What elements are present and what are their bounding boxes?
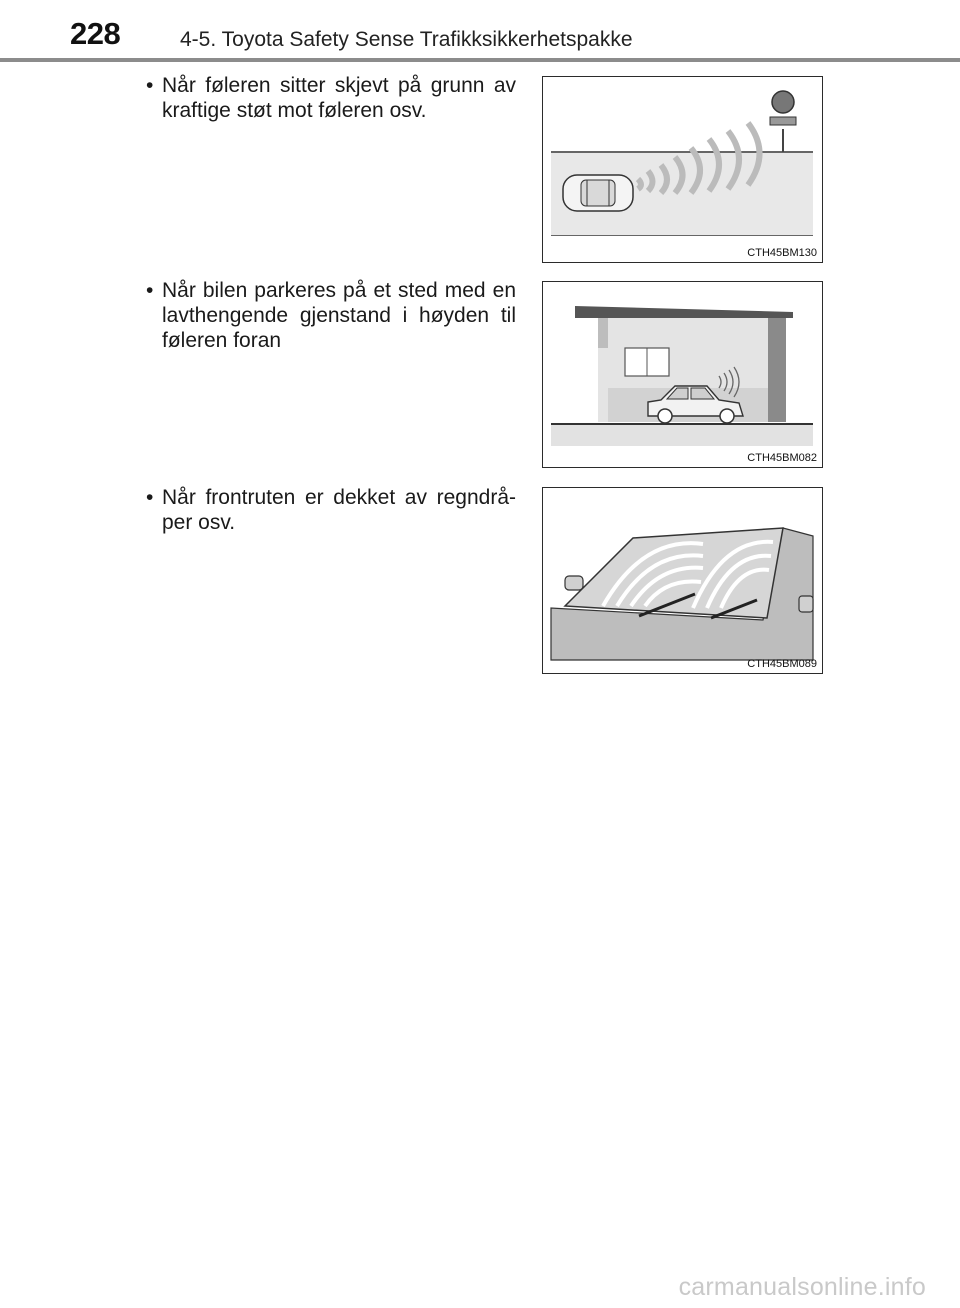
bullet-text: Når bilen parkeres på et sted med en lavthengende gjenstand i høyden til føleren foran <box>162 279 516 352</box>
chapter-title: 4-5. Toyota Safety Sense Trafikksikkerhetspakke <box>180 28 633 51</box>
bullet-paragraph <box>146 73 516 123</box>
watermark: carmanualsonline.info <box>678 1273 926 1301</box>
bullet-marker: • <box>146 279 154 302</box>
header-divider <box>0 58 960 62</box>
bullet-text: Når føleren sitter skjevt på grunn av kraftige støt mot føleren osv. <box>162 74 516 122</box>
bullet-paragraph <box>146 278 516 353</box>
figure-sensor-misaligned <box>542 76 823 263</box>
figure-low-hanging-object <box>542 281 823 468</box>
figure-raindrops-windshield <box>542 487 823 674</box>
illustration-radar-beam <box>543 77 824 264</box>
bullet-marker: • <box>146 74 154 97</box>
page-number: 228 <box>70 16 121 51</box>
page-header <box>0 0 960 64</box>
bullet-paragraph <box>146 485 516 535</box>
figure-code: CTH45BM130 <box>747 247 817 259</box>
bullet-text: Når frontruten er dekket av regndrå-per osv. <box>162 486 516 534</box>
figure-code: CTH45BM089 <box>747 658 817 670</box>
illustration-garage <box>543 282 824 469</box>
illustration-windshield <box>543 488 824 675</box>
figure-code: CTH45BM082 <box>747 452 817 464</box>
car-icon <box>563 175 633 211</box>
bullet-marker: • <box>146 486 154 509</box>
